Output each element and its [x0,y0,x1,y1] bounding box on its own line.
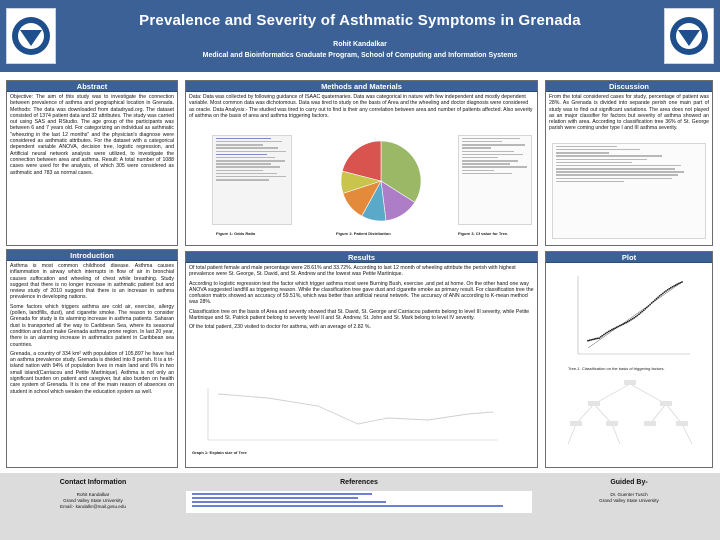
plot-caption: Tree-1. Classification on the basis of triggering factors. [568,366,665,371]
qq-point [678,283,680,285]
reference-link[interactable] [192,501,386,503]
qq-point [680,282,682,284]
qq-point [681,281,683,283]
qq-point [605,333,607,335]
qq-point [660,294,662,296]
tree-cf-figure [458,135,532,225]
gvsu-logo-icon [10,15,52,57]
figure-caption: Figure 1: Odds Ratio [216,231,256,236]
qq-point [594,338,596,340]
abstract-heading: Abstract [7,81,177,92]
figure-caption: Figure 2. Patient Distribution [336,231,391,236]
qq-point [627,321,629,323]
odds-ratio-figure [212,135,292,225]
discussion-panel [545,80,713,246]
qq-point [643,309,645,311]
abstract-panel [6,80,178,246]
qq-point [632,318,634,320]
qq-point [657,296,659,298]
qq-point [592,339,594,341]
contact-email: Email:- kandalkr@mail.gvsu.edu [60,504,126,509]
references-heading: References [340,479,378,486]
classification-tree-figure [554,376,706,462]
discussion-text: From the total considered cases for study, percentage of patient was 28%. As Grenada is divided into separate perish one main part of study was to find out significant variations. The area does not played as an major classifier for factors but severity of asthma showed an relation with area. According to classification tree 36% of St. George parish were coming under type I and III asthma severity. [549,94,709,132]
guide-details [545,492,713,504]
tree-size-graph [198,384,528,446]
contact-name: Rohit Kandalkar [76,492,110,497]
qq-point [668,288,670,290]
results-panel [185,251,538,468]
qq-point [630,319,632,321]
qq-point [600,336,602,338]
qq-point [595,338,597,340]
qq-point [617,326,619,328]
qq-point [597,338,599,340]
qq-point [672,286,674,288]
university-logo-right [664,8,714,64]
qq-point [601,335,603,337]
qq-point [673,285,675,287]
qq-point [613,328,615,330]
qq-point [598,337,600,339]
qq-point [676,283,678,285]
qq-point [640,312,642,314]
qq-point [619,325,621,327]
introduction-paragraph: Asthma is most common childhood disease. Asthma causes inflammation in airway which interrupts in flow of air in bronchial causes suffocation and wheeling of chest while breathing. Study suggest that there is no longer increase in asthmatic patient but and review study of 2010 suggest that there is an increase in asthma prevalence in developing nations. [10,263,174,301]
results-paragraph: Classification tree on the basis of Area and severity showed that St. David, St. George and Carriacou patients belong to level III severity, while Petite Martinique and St. Patrick patient belong to severity level II and St. Andrew, St. John and St. Mark belong to level IV severity. [189,308,530,322]
qq-point [609,330,611,332]
guide-university: Grand Valley State University [599,498,659,503]
qq-point [659,295,661,297]
discussion-heading: Discussion [546,81,712,92]
guided-by-heading: Guided By- [610,479,648,486]
qq-point [641,311,643,313]
qq-point [637,315,639,317]
qq-point [587,340,589,342]
qq-point [664,291,666,293]
contact-details [10,492,176,510]
qq-point [656,298,658,300]
qq-point [589,339,591,341]
contact-heading: Contact Information [59,479,127,486]
qq-plot [566,272,696,362]
introduction-panel [6,249,178,468]
results-heading: Results [186,252,537,263]
qq-point [633,317,635,319]
qq-point [611,329,613,331]
qq-point [606,332,608,334]
qq-point [624,323,626,325]
poster-title: Prevalence and Severity of Asthmatic Symptoms in Grenada [139,12,581,29]
qq-point [654,299,656,301]
qq-point [616,326,618,328]
qq-point [638,313,640,315]
qq-point [625,322,627,324]
reference-link[interactable] [192,505,503,507]
qq-point [621,324,623,326]
methods-heading: Methods and Materials [186,81,537,92]
gvsu-logo-icon [668,15,710,57]
qq-point [645,308,647,310]
qq-point [667,289,669,291]
results-paragraph: Of the total patient, 230 visited to doctor for asthma, with an average of 2.82 %. [189,324,371,331]
results-paragraph: According to logistic regression test the factor which trigger asthma most were Burning Bush, exercise ,and pet at home. On the other hand one way ANOVA suggested landfill as triggering reason. While the classification tree gave dust and cigarette smoke as primary result. For classification tree the confusion matrix showed an accuracy of 59.51%, which was better than artificial neural network. The accuracy of ANN according to K-mean method was 28%. [189,280,534,306]
qq-point [635,316,637,318]
introduction-body [7,261,177,400]
qq-point [652,301,654,303]
abstract-text: Objective: The aim of this study was to investigate the connection between prevalence of asthma and geographical location in Grenada. Methods: The data was downloaded from datadryad.org. The dataset consisted of 1374 patient data and 32 attributes. The study was carried out using SAS and RStudio. The age group of the participants was between 6 and 7 years old. For categorizing an individual as asthmatic "wheezing in the last 12 months" and the physician's diagnose were considered as asthmatic attributes. For the dataset with a categorical dependent variable ANOVA, decision tree, logistic regression, and Artificial neural network analysis were utilized, to investigate the connection between area and asthma. Result: A total number of 1088 cases were used for the analysis, of which 305 were considered as asthmatic and 783 as normal cases. [10,94,174,176]
methods-text: Data: Data was collected by following guidance of ISAAC quaternaries. Data was categorical in nature with few independent and mostly dependent variable. Most common data was dichotomous. Data was tired to study on the basis of Area and the wheeling and doctor diagnosis were considered as oracle. Data Analysis:- The studied was tired to carry out to find is their any correlation between area and number of patients affected. Also severity of asthma on the basis of area and asthma triggering factors. [189,94,533,119]
results-body [186,263,537,336]
qq-point [608,331,610,333]
poster-header [0,0,720,72]
methods-panel [185,80,538,246]
introduction-heading: Introduction [7,250,177,261]
qq-point [670,287,672,289]
poster-author: Rohit Kandalkar [333,41,387,48]
qq-point [675,284,677,286]
qq-point [603,334,605,336]
qq-point [629,320,631,322]
tree-output-figure [552,143,706,239]
qq-point [662,293,664,295]
qq-point [665,290,667,292]
references-list [186,491,532,513]
graph-caption: Graph 1: Explain size of Tree [192,450,247,455]
reference-link[interactable] [192,493,372,495]
patient-distribution-pie-chart [326,136,436,226]
qq-point [614,327,616,329]
qq-point [648,305,650,307]
qq-point [590,339,592,341]
qq-point [651,302,653,304]
plot-panel [545,251,713,468]
figure-caption: Figure 3. Cf value for Tree. [458,231,509,236]
introduction-paragraph: Some factors which triggers asthma are cold air, exercise, allergy (pollen, landfills, dust), and cigarette smoke. The reason to consider Grenada for study is its alarming increase in asthma patients. Saharan dust is transported all the way to Caribbean Sea, where its seasonal condition and dust make Grenada asthma prone region. In last 20 year, there is an alarming increase in asthmatics patient in Caribbean sea countries. [10,303,174,348]
results-paragraph: Of total patient female and male percentage were 28.61% and 33.72%. According to last 12 month of wheeling attribute the perish with highest prevalence were St. George, St. David, and St. Andrew and the lowest was Petite Martinique. [189,265,516,278]
guide-name: Dr. Guenter Tusch [610,492,648,497]
contact-university: Grand Valley State University [63,498,123,503]
plot-heading: Plot [546,252,712,263]
qq-point [649,304,651,306]
university-logo [6,8,56,64]
introduction-paragraph: Grenada, a country of 334 km² with population of 105,897 he have had an asthma prevalence study. Grenada is divided into 8 perish. It is a tri-island nation with 94% of population lives in main land and 6% in two small island(Carriacou and Petite Martinique). Asthma is not only an significant burden on patient and caregiver, but also burden on health care system of Grenada. It is one of the main reason of absences on student in school which weaken the education system as well. [10,350,174,395]
reference-link[interactable] [192,497,358,499]
qq-point [646,307,648,309]
poster-affiliation: Medical and Bioinformatics Graduate Program, School of Computing and Information Systems [202,52,518,59]
